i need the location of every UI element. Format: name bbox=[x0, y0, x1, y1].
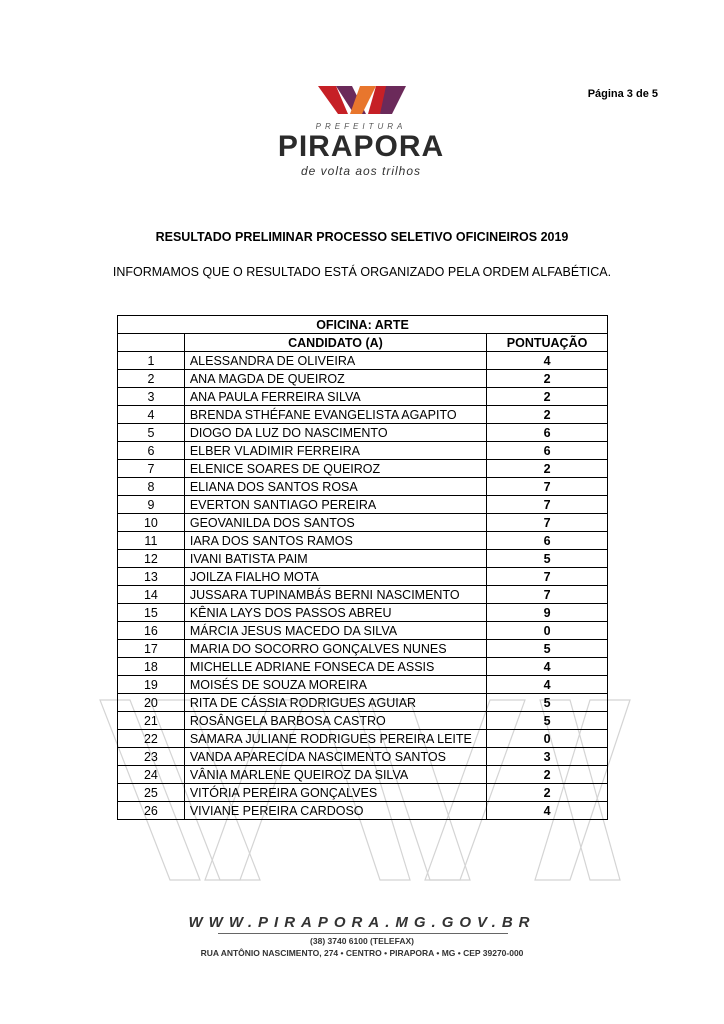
row-score: 4 bbox=[487, 676, 608, 694]
row-number: 12 bbox=[118, 550, 185, 568]
row-number: 1 bbox=[118, 352, 185, 370]
row-candidate-name: ANA MAGDA DE QUEIROZ bbox=[184, 370, 486, 388]
results-body bbox=[118, 352, 608, 820]
row-score: 0 bbox=[487, 622, 608, 640]
row-candidate-name: JUSSARA TUPINAMBÁS BERNI NASCIMENTO bbox=[184, 586, 486, 604]
row-candidate-name: VANDA APARECIDA NASCIMENTO SANTOS bbox=[184, 748, 486, 766]
row-score: 5 bbox=[487, 694, 608, 712]
table-row bbox=[118, 604, 608, 622]
row-candidate-name: DIOGO DA LUZ DO NASCIMENTO bbox=[184, 424, 486, 442]
table-row bbox=[118, 568, 608, 586]
table-row bbox=[118, 730, 608, 748]
table-row bbox=[118, 370, 608, 388]
page-number: Página 3 de 5 bbox=[587, 88, 658, 100]
row-candidate-name: ROSÂNGELA BARBOSA CASTRO bbox=[184, 712, 486, 730]
row-score: 4 bbox=[487, 802, 608, 820]
table-row bbox=[118, 424, 608, 442]
row-candidate-name: ELIANA DOS SANTOS ROSA bbox=[184, 478, 486, 496]
row-candidate-name: VIVIANE PEREIRA CARDOSO bbox=[184, 802, 486, 820]
footer-address: RUA ANTÔNIO NASCIMENTO, 274 • CENTRO • PIRAPORA • MG • CEP 39270-000 bbox=[200, 948, 524, 958]
row-number: 20 bbox=[118, 694, 185, 712]
candidate-column-header: CANDIDATO (A) bbox=[184, 334, 486, 352]
table-row bbox=[118, 640, 608, 658]
row-number: 7 bbox=[118, 460, 185, 478]
results-table bbox=[117, 315, 608, 820]
row-number: 22 bbox=[118, 730, 185, 748]
table-row bbox=[118, 676, 608, 694]
row-number: 3 bbox=[118, 388, 185, 406]
row-candidate-name: GEOVANILDA DOS SANTOS bbox=[184, 514, 486, 532]
row-score: 7 bbox=[487, 568, 608, 586]
row-candidate-name: IARA DOS SANTOS RAMOS bbox=[184, 532, 486, 550]
row-score: 0 bbox=[487, 730, 608, 748]
document-subtitle: INFORMAMOS QUE O RESULTADO ESTÁ ORGANIZADO PELA ORDEM ALFABÉTICA. bbox=[112, 265, 612, 279]
row-number: 13 bbox=[118, 568, 185, 586]
row-candidate-name: RITA DE CÁSSIA RODRIGUES AGUIAR bbox=[184, 694, 486, 712]
row-number: 16 bbox=[118, 622, 185, 640]
row-number: 17 bbox=[118, 640, 185, 658]
row-score: 2 bbox=[487, 460, 608, 478]
table-row bbox=[118, 442, 608, 460]
row-score: 5 bbox=[487, 640, 608, 658]
row-candidate-name: MOISÉS DE SOUZA MOREIRA bbox=[184, 676, 486, 694]
row-number: 11 bbox=[118, 532, 185, 550]
row-number: 21 bbox=[118, 712, 185, 730]
document-title: RESULTADO PRELIMINAR PROCESSO SELETIVO OFICINEIROS 2019 bbox=[155, 230, 569, 244]
row-number: 9 bbox=[118, 496, 185, 514]
table-row bbox=[118, 694, 608, 712]
score-column-header: PONTUAÇÃO bbox=[487, 334, 608, 352]
row-number: 26 bbox=[118, 802, 185, 820]
table-row bbox=[118, 388, 608, 406]
row-score: 3 bbox=[487, 748, 608, 766]
row-score: 2 bbox=[487, 388, 608, 406]
footer-url: WWW.PIRAPORA.MG.GOV.BR bbox=[188, 914, 536, 931]
row-candidate-name: IVANI BATISTA PAIM bbox=[184, 550, 486, 568]
row-candidate-name: VÂNIA MARLENE QUEIROZ DA SILVA bbox=[184, 766, 486, 784]
table-row bbox=[118, 586, 608, 604]
row-score: 5 bbox=[487, 550, 608, 568]
oficina-header: OFICINA: ARTE bbox=[118, 316, 608, 334]
row-number: 2 bbox=[118, 370, 185, 388]
row-candidate-name: MICHELLE ADRIANE FONSECA DE ASSIS bbox=[184, 658, 486, 676]
row-number: 8 bbox=[118, 478, 185, 496]
row-candidate-name: ELBER VLADIMIR FERREIRA bbox=[184, 442, 486, 460]
row-score: 6 bbox=[487, 424, 608, 442]
table-row bbox=[118, 406, 608, 424]
table-row bbox=[118, 622, 608, 640]
table-row bbox=[118, 658, 608, 676]
row-score: 7 bbox=[487, 496, 608, 514]
row-score: 2 bbox=[487, 766, 608, 784]
row-score: 9 bbox=[487, 604, 608, 622]
row-number: 6 bbox=[118, 442, 185, 460]
row-score: 6 bbox=[487, 532, 608, 550]
row-score: 5 bbox=[487, 712, 608, 730]
row-number: 10 bbox=[118, 514, 185, 532]
row-candidate-name: ANA PAULA FERREIRA SILVA bbox=[184, 388, 486, 406]
logo-slogan: de volta aos trilhos bbox=[300, 164, 422, 178]
table-row bbox=[118, 460, 608, 478]
row-candidate-name: KÊNIA LAYS DOS PASSOS ABREU bbox=[184, 604, 486, 622]
row-candidate-name: VITÓRIA PEREIRA GONÇALVES bbox=[184, 784, 486, 802]
row-score: 6 bbox=[487, 442, 608, 460]
table-row bbox=[118, 784, 608, 802]
footer-phone: (38) 3740 6100 (TELEFAX) bbox=[310, 936, 414, 946]
table-row bbox=[118, 532, 608, 550]
table-row bbox=[118, 550, 608, 568]
row-score: 2 bbox=[487, 370, 608, 388]
row-number: 14 bbox=[118, 586, 185, 604]
row-number: 18 bbox=[118, 658, 185, 676]
table-row bbox=[118, 352, 608, 370]
row-score: 2 bbox=[487, 784, 608, 802]
footer-divider bbox=[218, 933, 508, 934]
row-candidate-name: ELENICE SOARES DE QUEIROZ bbox=[184, 460, 486, 478]
row-candidate-name: BRENDA STHÉFANE EVANGELISTA AGAPITO bbox=[184, 406, 486, 424]
row-number: 5 bbox=[118, 424, 185, 442]
row-candidate-name: ALESSANDRA DE OLIVEIRA bbox=[184, 352, 486, 370]
row-score: 7 bbox=[487, 514, 608, 532]
row-score: 4 bbox=[487, 352, 608, 370]
number-column-header bbox=[118, 334, 185, 352]
row-number: 23 bbox=[118, 748, 185, 766]
row-candidate-name: EVERTON SANTIAGO PEREIRA bbox=[184, 496, 486, 514]
table-row bbox=[118, 712, 608, 730]
row-score: 7 bbox=[487, 478, 608, 496]
row-score: 4 bbox=[487, 658, 608, 676]
logo-name: PIRAPORA bbox=[277, 130, 445, 163]
row-number: 4 bbox=[118, 406, 185, 424]
table-row bbox=[118, 802, 608, 820]
row-number: 19 bbox=[118, 676, 185, 694]
table-row bbox=[118, 766, 608, 784]
logo-prefix: PREFEITURA bbox=[315, 122, 407, 131]
logo-mark-icon bbox=[276, 80, 446, 120]
row-score: 2 bbox=[487, 406, 608, 424]
table-row bbox=[118, 748, 608, 766]
row-candidate-name: SAMARA JULIANE RODRIGUES PEREIRA LEITE bbox=[184, 730, 486, 748]
row-candidate-name: MARIA DO SOCORRO GONÇALVES NUNES bbox=[184, 640, 486, 658]
row-candidate-name: JOILZA FIALHO MOTA bbox=[184, 568, 486, 586]
row-number: 25 bbox=[118, 784, 185, 802]
row-score: 7 bbox=[487, 586, 608, 604]
table-row bbox=[118, 514, 608, 532]
table-row bbox=[118, 478, 608, 496]
row-number: 15 bbox=[118, 604, 185, 622]
prefeitura-logo bbox=[276, 80, 446, 180]
row-candidate-name: MÁRCIA JESUS MACEDO DA SILVA bbox=[184, 622, 486, 640]
table-row bbox=[118, 496, 608, 514]
row-number: 24 bbox=[118, 766, 185, 784]
